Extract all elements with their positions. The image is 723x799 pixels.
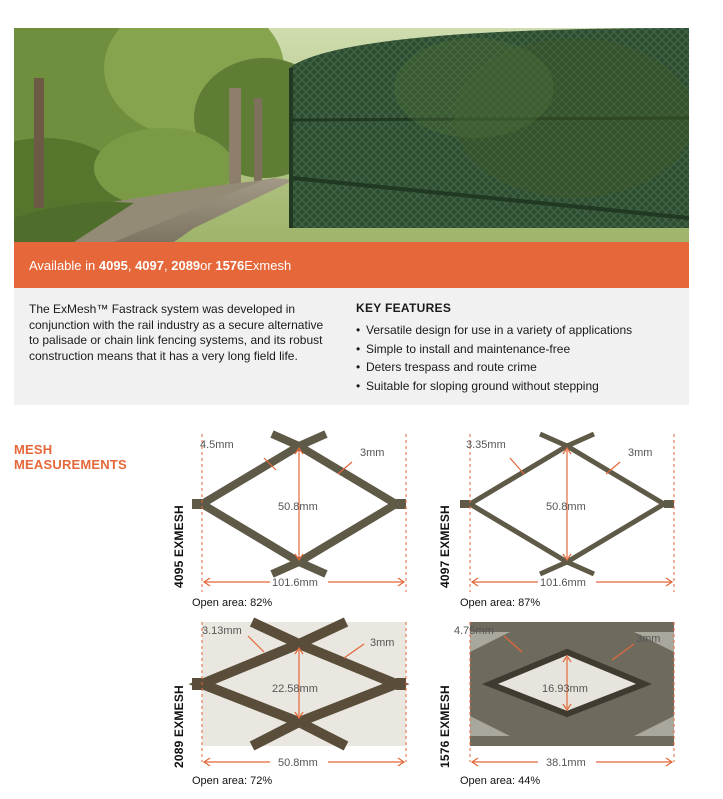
height-label: 50.8mm [278,501,318,513]
mesh-label-1576: 1576 EXMESH [438,685,452,768]
key-features-title: KEY FEATURES [356,301,452,315]
thickness-label: 3mm [370,637,395,649]
open-area-1576: Open area: 44% [460,775,541,787]
strand-label: 3.13mm [202,625,242,637]
banner-mesh-4097: 4097 [135,257,164,273]
thickness-label: 3mm [636,633,661,645]
strand-label: 3.35mm [466,439,506,451]
key-features [356,301,676,395]
height-label: 22.58mm [272,683,318,695]
banner-separator: or [200,257,212,273]
mesh-title-line2: MEASUREMENTS [14,457,127,472]
banner-mesh-1576: 1576 [215,257,245,273]
mesh-title-line1: MESH [14,442,53,457]
feature-item: • Versatile design for use in a variety of applications [356,321,676,340]
height-label: 50.8mm [546,501,586,513]
feature-item: • Suitable for sloping ground without stepping [356,377,676,396]
info-panel [14,288,689,405]
hero-photo [14,28,689,242]
banner-suffix: Exmesh [244,257,292,273]
mesh-diagram-4095 [192,434,412,594]
thickness-label: 3mm [628,447,653,459]
key-features-list [356,321,676,395]
thickness-label: 3mm [360,447,385,459]
intro-text: The ExMesh™ Fastrack system was developed in conjunction with the rail industry as a secure alternative to palisade or chain link fencing systems, and its robust construction means that it has a very long field life. [29,302,324,363]
banner-mesh-4095: 4095 [98,257,128,273]
width-label: 101.6mm [540,577,586,589]
banner-mesh-2089: 2089 [171,257,201,273]
mesh-diagram-4097 [460,434,680,594]
banner-separator: , [163,257,168,273]
mesh-diagram-1576 [454,622,680,772]
width-label: 38.1mm [546,757,586,769]
open-area-4095: Open area: 82% [192,597,273,609]
mesh-label-2089: 2089 EXMESH [172,685,186,768]
feature-item: • Deters trespass and route crime [356,358,676,377]
feature-item: • Simple to install and maintenance-free [356,340,676,359]
mesh-diagram-2089 [192,622,412,772]
strand-label: 4.75mm [454,625,494,637]
open-area-4097: Open area: 87% [460,597,541,609]
availability-banner [14,242,689,288]
height-label: 16.93mm [542,683,588,695]
banner-separator: , [127,257,132,273]
banner-prefix: Available in [29,257,96,273]
mesh-label-4097: 4097 EXMESH [438,505,452,588]
mesh-label-4095: 4095 EXMESH [172,505,186,588]
mesh-measurements-title [14,442,127,472]
width-label: 101.6mm [272,577,318,589]
width-label: 50.8mm [278,757,318,769]
open-area-2089: Open area: 72% [192,775,273,787]
strand-label: 4.5mm [200,439,234,451]
